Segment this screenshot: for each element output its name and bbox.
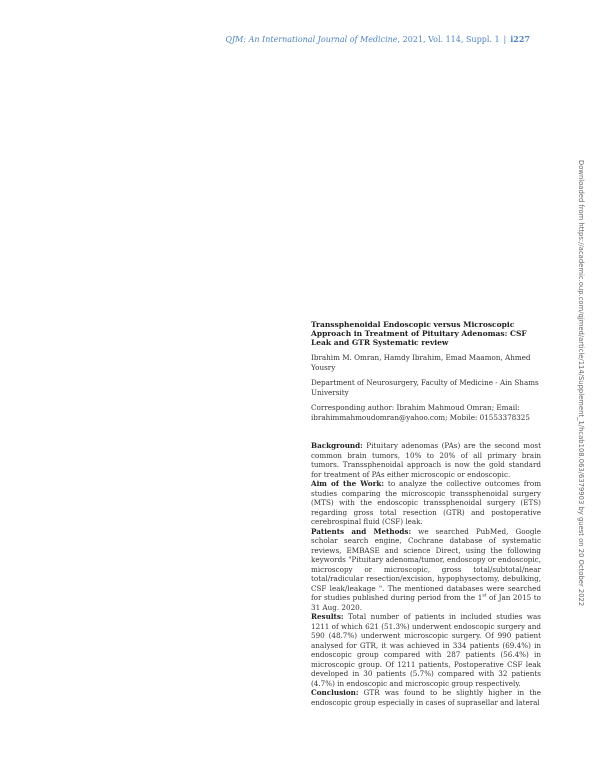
methods-label: Patients and Methods: bbox=[311, 526, 412, 536]
article-affiliation: Department of Neurosurgery, Faculty of Medicine - Ain Shams University bbox=[311, 378, 539, 397]
page-number: i227 bbox=[510, 34, 530, 44]
background-text: Pituitary adenomas (PAs) are the second most common brain tumors, 10% to 20% of all primary brain tumors. Transsphenoidal approach is now the gold standard for treatment of PAs either microscopic or endoscopic. bbox=[311, 441, 541, 479]
results-label: Results: bbox=[311, 612, 344, 621]
aim-section bbox=[311, 479, 541, 527]
header-separator: | bbox=[503, 35, 507, 44]
background-label: Background: bbox=[311, 441, 363, 450]
aim-text: to analyze the collective outcomes from studies comparing the microscopic transsphenoidal surgery (MTS) with the endoscopic transsphenoidal surgery (ETS) regarding gross total resection (GTR) and postoperative cerebrospinal fluid (CSF) leak. bbox=[311, 479, 542, 526]
abstract bbox=[311, 320, 541, 707]
background-section bbox=[311, 441, 541, 479]
aim-label: Aim of the Work: bbox=[311, 479, 385, 488]
running-header bbox=[225, 34, 530, 44]
methods-section bbox=[311, 527, 541, 613]
results-text: Total number of patients in included studies was 1211 of which 621 (51.3%) underwent endoscopic surgery and 590 (48.7%) underwent microscopic surgery. Of 990 patient analysed for GTR, it was achieved in 334 patients (69.4%) in endoscopic group compared with 287 patients (56.4%) in microscopic group. Of 1211 patients, Postoperative CSF leak developed in 30 patients (5.7%) compared with 32 patients (4.7%) in endoscopic and microscopic group respectively. bbox=[311, 612, 541, 688]
journal-name: QJM: An International Journal of Medicine bbox=[225, 35, 398, 44]
article-title: Transsphenoidal Endoscopic versus Microscopic Approach in Treatment of Pituitary Adenomas: CSF Leak and GTR Systematic review bbox=[311, 320, 527, 347]
download-notice bbox=[571, 160, 587, 607]
results-section bbox=[311, 612, 541, 688]
methods-superscript: st bbox=[482, 593, 487, 599]
methods-text: we searched PubMed, Google scholar search engine, Cochrane database of systematic reviews, EMBASE and science Direct, using the following keywords "Pituitary adenoma/tumor, endoscopy or endoscopic, microscopy or microscopic, gross total/subtotal/near total/radicular resection/excision, hypophysectomy, debulking, CSF leak/leakage ". The mentioned databases were searched for studies published during period from the 1 bbox=[311, 526, 541, 602]
journal-citation: , 2021, Vol. 114, Suppl. 1 bbox=[397, 35, 500, 44]
download-notice-text: Downloaded from https://academic.oup.com/qjmed/article/114/Supplement_1/hcab108.063/6379903 by guest on 20 October 2022 bbox=[577, 160, 585, 607]
article-authors: Ibrahim M. Omran, Hamdy Ibrahim, Emad Maamon, Ahmed Yousry bbox=[311, 353, 531, 372]
conclusion-text: GTR was found to be slightly higher in the endoscopic group especially in cases of suprasellar and lateral bbox=[311, 688, 541, 707]
corresponding-author: Corresponding author: Ibrahim Mahmoud Omran; Email: ibrahimmahmoudomran@yahoo.com; Mobile: 01553378325 bbox=[311, 403, 530, 422]
methods-text-end: of Jan 2015 to 31 Aug. 2020. bbox=[311, 593, 542, 612]
conclusion-label: Conclusion: bbox=[311, 688, 359, 697]
conclusion-section bbox=[311, 688, 541, 707]
